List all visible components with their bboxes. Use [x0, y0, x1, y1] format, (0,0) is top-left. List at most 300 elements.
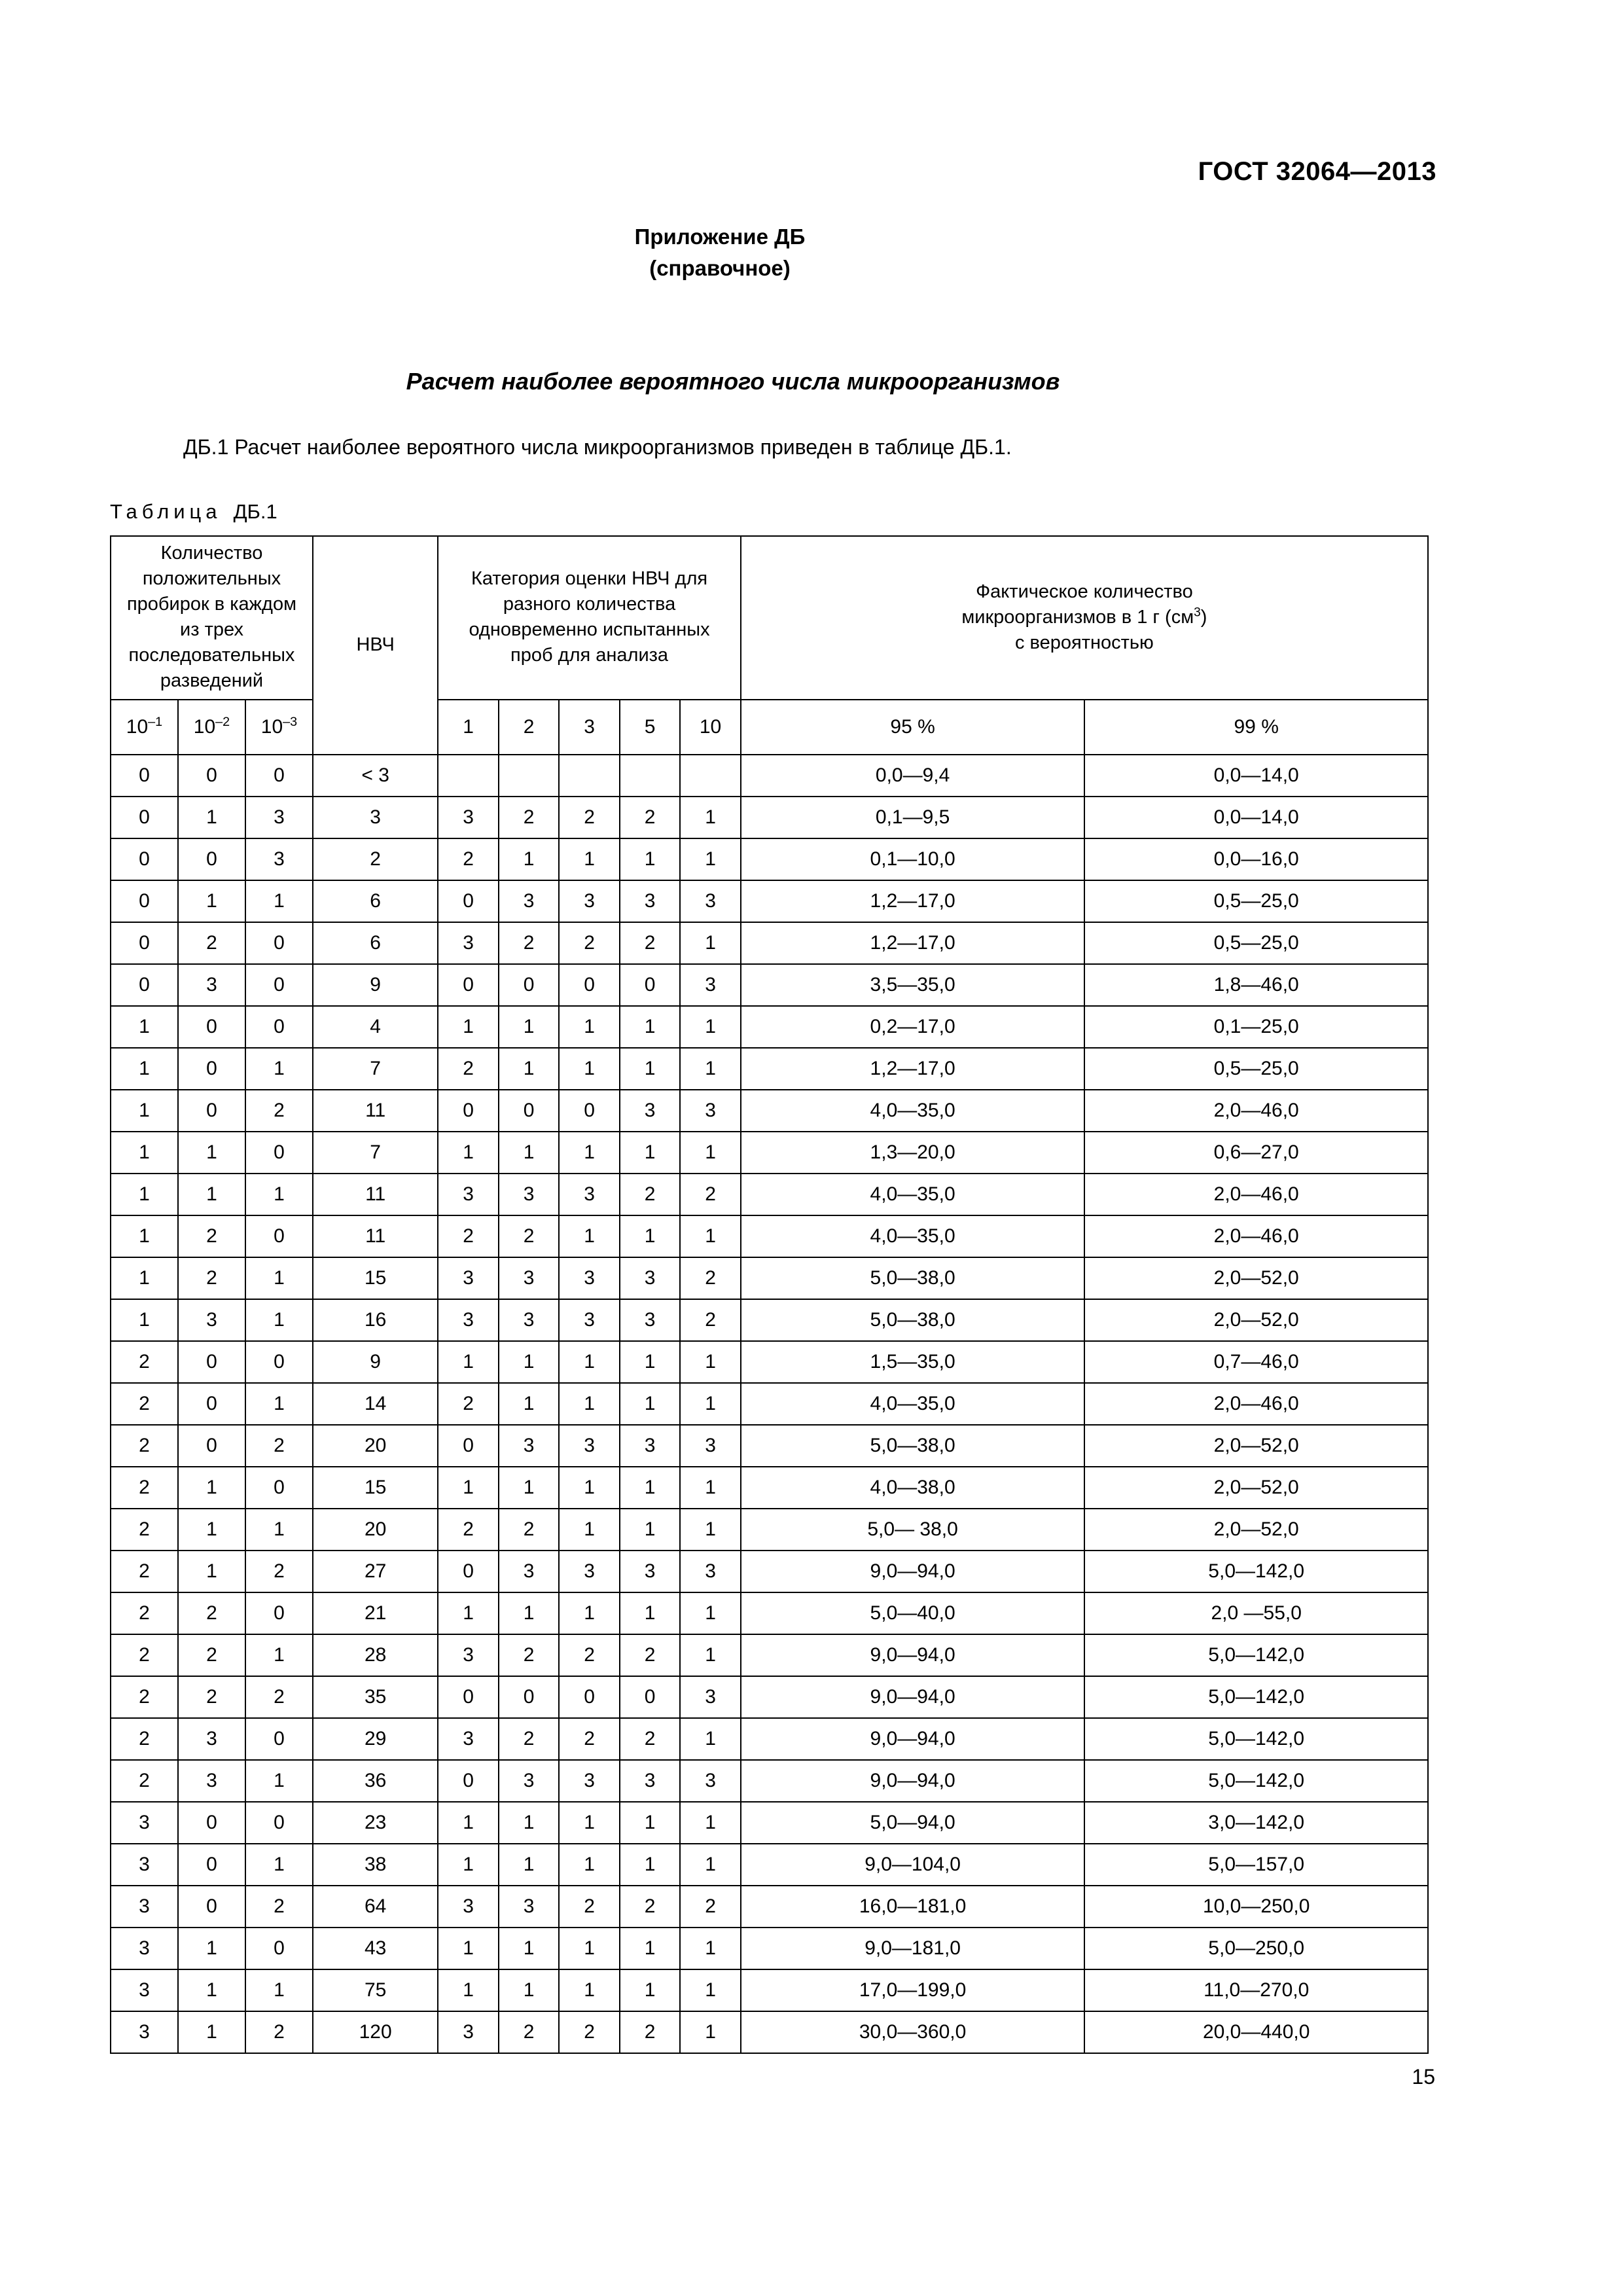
sub-header-exponent: –1: [148, 715, 163, 729]
table-cell: 0: [178, 1802, 245, 1844]
table-cell: 43: [313, 1928, 438, 1969]
table-cell: 0,6—27,0: [1084, 1132, 1428, 1174]
table-cell: 1: [680, 1969, 741, 2011]
table-cell: 1: [178, 880, 245, 922]
table-cell: 1,5—35,0: [741, 1341, 1085, 1383]
table-cell: 20: [313, 1425, 438, 1467]
table-cell: 0,5—25,0: [1084, 880, 1428, 922]
table-cell: 1: [680, 1718, 741, 1760]
table-row: [111, 964, 1428, 1006]
table-cell: 0: [111, 880, 178, 922]
table-cell: 7: [313, 1132, 438, 1174]
table-cell: 0: [245, 1341, 313, 1383]
table-cell: 3: [680, 1676, 741, 1718]
table-cell: 4,0—35,0: [741, 1383, 1085, 1425]
table-cell: 3: [111, 1802, 178, 1844]
table-cell: 1: [680, 1592, 741, 1634]
table-cell: [680, 755, 741, 797]
sub-header-dilution-2: [178, 700, 245, 755]
table-cell: 1: [438, 1844, 499, 1886]
table-cell: 1: [559, 1592, 620, 1634]
table-cell: 3: [438, 922, 499, 964]
table-cell: 0: [245, 1215, 313, 1257]
table-cell: 1: [499, 1467, 560, 1509]
table-cell: 2: [680, 1174, 741, 1215]
table-cell: 3: [178, 1299, 245, 1341]
table-cell: 0: [620, 1676, 681, 1718]
table-cell: 1: [680, 797, 741, 838]
table-cell: 0,0—16,0: [1084, 838, 1428, 880]
table-cell: 1: [111, 1257, 178, 1299]
table-cell: 3: [499, 880, 560, 922]
table-cell: 0: [178, 1886, 245, 1928]
table-cell: 1: [620, 1509, 681, 1551]
table-row: [111, 1969, 1428, 2011]
table-cell: 1: [111, 1299, 178, 1341]
table-cell: 1: [111, 1006, 178, 1048]
table-cell: 1: [559, 1048, 620, 1090]
table-cell: 2: [111, 1760, 178, 1802]
table-row: [111, 1760, 1428, 1802]
table-cell: 1: [680, 922, 741, 964]
table-cell: 1: [499, 1928, 560, 1969]
table-cell: [559, 755, 620, 797]
table-cell: 5,0—38,0: [741, 1257, 1085, 1299]
table-row: [111, 1718, 1428, 1760]
table-cell: 2: [680, 1886, 741, 1928]
table-cell: 1: [245, 880, 313, 922]
table-cell: 1: [499, 1592, 560, 1634]
table-row: [111, 1215, 1428, 1257]
table-cell: 1: [620, 1383, 681, 1425]
body-paragraph: ДБ.1 Расчет наиболее вероятного числа микроорганизмов приведен в таблице ДБ.1.: [183, 435, 1012, 459]
table-cell: 2: [111, 1551, 178, 1592]
table-cell: 2: [245, 1676, 313, 1718]
table-cell: 0: [499, 964, 560, 1006]
table-cell: 3: [438, 1299, 499, 1341]
table-cell: 2: [499, 1215, 560, 1257]
table-row: [111, 1844, 1428, 1886]
table-cell: 3: [620, 1551, 681, 1592]
annex-title: Приложение ДБ: [634, 224, 806, 249]
table-cell: 0,5—25,0: [1084, 922, 1428, 964]
sub-header-base: 10: [260, 716, 283, 738]
table-cell: 1: [559, 1215, 620, 1257]
table-cell: 2: [620, 922, 681, 964]
table-cell: 1: [111, 1215, 178, 1257]
table-cell: 1: [499, 1132, 560, 1174]
table-cell: 1: [111, 1174, 178, 1215]
table-cell: 2: [559, 1886, 620, 1928]
table-cell: 3: [559, 1425, 620, 1467]
table-cell: 3: [559, 1551, 620, 1592]
table-cell: 1: [499, 1048, 560, 1090]
table-cell: 20,0—440,0: [1084, 2011, 1428, 2053]
table-cell: 1: [680, 1928, 741, 1969]
table-cell: 1: [178, 2011, 245, 2053]
table-cell: 1: [178, 1928, 245, 1969]
table-cell: 0: [559, 964, 620, 1006]
table-cell: 2: [499, 797, 560, 838]
table-cell: 30,0—360,0: [741, 2011, 1085, 2053]
table-cell: 23: [313, 1802, 438, 1844]
table-cell: 0: [178, 1048, 245, 1090]
table-cell: 1: [245, 1048, 313, 1090]
table-cell: 0,0—14,0: [1084, 755, 1428, 797]
table-row: [111, 1467, 1428, 1509]
section-title: [0, 368, 1623, 395]
table-cell: 2: [111, 1467, 178, 1509]
table-cell: 2: [559, 1634, 620, 1676]
table-cell: 2,0—46,0: [1084, 1174, 1428, 1215]
table-cell: 1: [499, 1006, 560, 1048]
table-cell: 2,0—46,0: [1084, 1215, 1428, 1257]
table-cell: 3,5—35,0: [741, 964, 1085, 1006]
group-header-category: Категория оценки НВЧ для разного количества одновременно испытанных проб для анализа: [438, 536, 741, 700]
table-cell: 3: [680, 1425, 741, 1467]
table-cell: 1,2—17,0: [741, 880, 1085, 922]
annex-subtitle: (справочное): [649, 256, 791, 280]
table-cell: 1: [620, 1969, 681, 2011]
table-cell: 1: [245, 1509, 313, 1551]
table-cell: 2: [680, 1257, 741, 1299]
table-cell: 2: [438, 1048, 499, 1090]
table-cell: 2: [620, 1718, 681, 1760]
table-cell: 1: [559, 1509, 620, 1551]
table-cell: 3: [680, 880, 741, 922]
table-cell: 2: [438, 1215, 499, 1257]
table-cell: 3: [559, 1760, 620, 1802]
table-cell: 1: [438, 1802, 499, 1844]
table-cell: 0: [245, 1132, 313, 1174]
table-row: [111, 1048, 1428, 1090]
table-cell: 2: [620, 1886, 681, 1928]
table-cell: 0: [620, 964, 681, 1006]
table-cell: 0: [111, 797, 178, 838]
table-cell: 1: [438, 1969, 499, 2011]
table-cell: 0: [111, 755, 178, 797]
table-cell: 3: [111, 1886, 178, 1928]
table-cell: 3: [680, 1760, 741, 1802]
table-cell: 2: [245, 1425, 313, 1467]
table-cell: 3: [499, 1551, 560, 1592]
table-cell: 2: [620, 1634, 681, 1676]
table-cell: 3: [499, 1760, 560, 1802]
table-cell: 0,5—25,0: [1084, 1048, 1428, 1090]
table-cell: 0: [559, 1676, 620, 1718]
table-cell: 3: [111, 2011, 178, 2053]
table-cell: 1: [680, 1006, 741, 1048]
table-cell: 1: [680, 1341, 741, 1383]
table-cell: 2: [245, 1090, 313, 1132]
table-cell: 0: [178, 1425, 245, 1467]
table-cell: 1: [499, 838, 560, 880]
table-cell: 1: [559, 838, 620, 880]
sub-header-base: 10: [193, 716, 216, 738]
table-cell: 1: [111, 1090, 178, 1132]
table-cell: 2,0—52,0: [1084, 1425, 1428, 1467]
group-header-positive-tubes: Количество положительных пробирок в каждом из трех последовательных разведений: [111, 536, 313, 700]
sub-header-samples-2: 2: [499, 700, 560, 755]
table-cell: 11: [313, 1215, 438, 1257]
table-row: [111, 1676, 1428, 1718]
table-cell: 4,0—35,0: [741, 1090, 1085, 1132]
table-cell: 2: [559, 922, 620, 964]
table-cell: 0: [245, 922, 313, 964]
table-cell: 2,0—52,0: [1084, 1467, 1428, 1509]
table-cell: 2,0—52,0: [1084, 1257, 1428, 1299]
table-cell: 1: [620, 1928, 681, 1969]
table-cell: 6: [313, 922, 438, 964]
table-cell: 36: [313, 1760, 438, 1802]
sub-header-exponent: –3: [283, 715, 298, 729]
sub-header-samples-5: 5: [620, 700, 681, 755]
table-cell: 11: [313, 1174, 438, 1215]
table-cell: 5,0—142,0: [1084, 1551, 1428, 1592]
table-cell: 3: [499, 1886, 560, 1928]
table-cell: 1,3—20,0: [741, 1132, 1085, 1174]
table-cell: 3: [438, 797, 499, 838]
table-cell: 2: [499, 922, 560, 964]
table-cell: 2: [438, 1383, 499, 1425]
table-cell: 3: [438, 2011, 499, 2053]
table-cell: 11,0—270,0: [1084, 1969, 1428, 2011]
table-cell: 2: [620, 797, 681, 838]
table-cell: 0: [438, 964, 499, 1006]
table-cell: 1: [245, 1257, 313, 1299]
table-cell: 20: [313, 1509, 438, 1551]
table-cell: 35: [313, 1676, 438, 1718]
table-cell: 1: [499, 1383, 560, 1425]
table-cell: 1: [620, 1802, 681, 1844]
table-cell: 3: [620, 1257, 681, 1299]
table-cell: 1: [680, 1383, 741, 1425]
table-cell: 3: [111, 1969, 178, 2011]
table-cell: 2: [499, 2011, 560, 2053]
table-cell: 15: [313, 1467, 438, 1509]
table-cell: 1: [245, 1299, 313, 1341]
table-cell: 0: [245, 1928, 313, 1969]
table-cell: 1: [559, 1844, 620, 1886]
sub-header-dilution-1: [111, 700, 178, 755]
table-cell: 2: [438, 1509, 499, 1551]
table-cell: 1: [620, 1844, 681, 1886]
table-cell: 3: [178, 1760, 245, 1802]
table-cell: 1: [438, 1132, 499, 1174]
table-cell: 21: [313, 1592, 438, 1634]
table-cell: 28: [313, 1634, 438, 1676]
table-row: [111, 1090, 1428, 1132]
table-cell: 0: [245, 755, 313, 797]
table-cell: 3: [245, 797, 313, 838]
table-cell: 1: [178, 1509, 245, 1551]
table-cell: 0,1—10,0: [741, 838, 1085, 880]
table-cell: 2: [111, 1592, 178, 1634]
table-cell: 3: [438, 1257, 499, 1299]
table-cell: 1,2—17,0: [741, 1048, 1085, 1090]
table-cell: 2: [245, 2011, 313, 2053]
table-cell: 2,0—46,0: [1084, 1383, 1428, 1425]
table-row: [111, 1132, 1428, 1174]
table-cell: 3: [559, 1299, 620, 1341]
table-cell: 3: [620, 1090, 681, 1132]
actual-count-line-2-pre: микроорганизмов в 1 г (см: [961, 606, 1194, 628]
table-cell: 3: [111, 1844, 178, 1886]
table-cell: 29: [313, 1718, 438, 1760]
table-row: [111, 1802, 1428, 1844]
table-cell: 3: [620, 880, 681, 922]
table-cell: 15: [313, 1257, 438, 1299]
table-cell: 2: [111, 1509, 178, 1551]
table-cell: 3: [245, 838, 313, 880]
table-cell: 9,0—94,0: [741, 1718, 1085, 1760]
table-caption-label: Таблица: [110, 500, 222, 523]
table-cell: 2: [111, 1341, 178, 1383]
table-cell: 3: [559, 1257, 620, 1299]
table-cell: 1: [178, 1132, 245, 1174]
table-cell: 2,0 —55,0: [1084, 1592, 1428, 1634]
table-cell: 5,0—94,0: [741, 1802, 1085, 1844]
table-cell: 1: [559, 1383, 620, 1425]
table-cell: 3: [438, 1634, 499, 1676]
table-cell: 1: [680, 1802, 741, 1844]
table-cell: 1: [245, 1634, 313, 1676]
table-cell: 2: [559, 2011, 620, 2053]
table-cell: 2: [245, 1886, 313, 1928]
table-cell: 0: [245, 964, 313, 1006]
table-row: [111, 755, 1428, 797]
table-cell: 0: [559, 1090, 620, 1132]
table-cell: 2: [313, 838, 438, 880]
table-cell: 9: [313, 964, 438, 1006]
mpn-table: [110, 535, 1429, 2054]
table-sub-header-row: [111, 700, 1428, 755]
table-cell: 3: [499, 1174, 560, 1215]
table-cell: 1: [559, 1132, 620, 1174]
actual-count-line-2-superscript: 3: [1194, 605, 1201, 619]
table-cell: 5,0—250,0: [1084, 1928, 1428, 1969]
table-row: [111, 1383, 1428, 1425]
table-cell: 3: [111, 1928, 178, 1969]
table-cell: 2: [438, 838, 499, 880]
table-cell: 3: [559, 880, 620, 922]
table-cell: 0,2—17,0: [741, 1006, 1085, 1048]
table-cell: 0: [245, 1718, 313, 1760]
table-cell: 1: [178, 797, 245, 838]
table-cell: 3: [438, 1718, 499, 1760]
table-cell: 0: [245, 1802, 313, 1844]
table-cell: 2: [178, 1676, 245, 1718]
table-cell: 0,1—9,5: [741, 797, 1085, 838]
table-cell: 0: [438, 1676, 499, 1718]
table-cell: 1: [680, 1132, 741, 1174]
table-cell: 2: [559, 797, 620, 838]
table-cell: 3: [499, 1425, 560, 1467]
table-cell: 27: [313, 1551, 438, 1592]
actual-count-line-3: с вероятностью: [1015, 632, 1154, 653]
table-cell: 2,0—46,0: [1084, 1090, 1428, 1132]
table-cell: 9,0—94,0: [741, 1676, 1085, 1718]
standard-id-header: ГОСТ 32064—2013: [1198, 157, 1436, 186]
table-cell: 0,7—46,0: [1084, 1341, 1428, 1383]
table-cell: 1: [620, 1592, 681, 1634]
sub-header-base: 10: [126, 716, 149, 738]
table-cell: 0: [111, 838, 178, 880]
page-number: 15: [1412, 2065, 1435, 2089]
table-cell: 1: [559, 1802, 620, 1844]
table-cell: 2: [178, 922, 245, 964]
table-cell: 1: [680, 1509, 741, 1551]
mpn-table-body: [111, 755, 1428, 2053]
table-cell: 0: [438, 1425, 499, 1467]
actual-count-line-1: Фактическое количество: [976, 581, 1193, 602]
table-cell: 2: [111, 1718, 178, 1760]
table-cell: 5,0—142,0: [1084, 1760, 1428, 1802]
table-cell: 0: [178, 1341, 245, 1383]
table-cell: 2: [620, 2011, 681, 2053]
table-cell: 2: [111, 1425, 178, 1467]
table-cell: 0: [438, 1551, 499, 1592]
table-cell: 1,2—17,0: [741, 922, 1085, 964]
table-cell: 4,0—35,0: [741, 1174, 1085, 1215]
table-cell: 2,0—52,0: [1084, 1299, 1428, 1341]
table-cell: 0: [111, 964, 178, 1006]
table-cell: 4: [313, 1006, 438, 1048]
table-cell: 1: [499, 1969, 560, 2011]
table-cell: 38: [313, 1844, 438, 1886]
table-cell: 3: [438, 1174, 499, 1215]
table-cell: 3: [620, 1425, 681, 1467]
table-cell: 3: [178, 964, 245, 1006]
table-cell: 0: [178, 838, 245, 880]
table-cell: 0: [178, 1006, 245, 1048]
table-cell: 1: [620, 1006, 681, 1048]
table-cell: 0: [438, 1760, 499, 1802]
table-cell: 2: [178, 1592, 245, 1634]
table-cell: 5,0—142,0: [1084, 1634, 1428, 1676]
table-cell: 1: [438, 1006, 499, 1048]
table-row: [111, 922, 1428, 964]
table-row: [111, 838, 1428, 880]
sub-header-dilution-3: [245, 700, 313, 755]
table-row: [111, 1425, 1428, 1467]
table-cell: 5,0—38,0: [741, 1425, 1085, 1467]
table-cell: 2: [499, 1718, 560, 1760]
table-cell: 1: [245, 1383, 313, 1425]
table-cell: 5,0—142,0: [1084, 1718, 1428, 1760]
table-cell: 2: [620, 1174, 681, 1215]
table-cell: 1: [620, 1215, 681, 1257]
table-cell: 0,1—25,0: [1084, 1006, 1428, 1048]
table-cell: [438, 755, 499, 797]
table-cell: 1: [559, 1928, 620, 1969]
table-cell: 2: [111, 1383, 178, 1425]
table-cell: 1: [680, 1467, 741, 1509]
group-header-mpn: НВЧ: [313, 536, 438, 755]
table-cell: 1: [438, 1928, 499, 1969]
table-cell: 1: [620, 1467, 681, 1509]
table-cell: 0: [499, 1090, 560, 1132]
table-cell: 3: [680, 1090, 741, 1132]
table-cell: 64: [313, 1886, 438, 1928]
table-cell: 2: [178, 1634, 245, 1676]
table-cell: 1: [178, 1969, 245, 2011]
table-cell: 10,0—250,0: [1084, 1886, 1428, 1928]
table-cell: 0: [438, 1090, 499, 1132]
table-row: [111, 1592, 1428, 1634]
table-cell: 1: [559, 1006, 620, 1048]
table-row: [111, 1257, 1428, 1299]
